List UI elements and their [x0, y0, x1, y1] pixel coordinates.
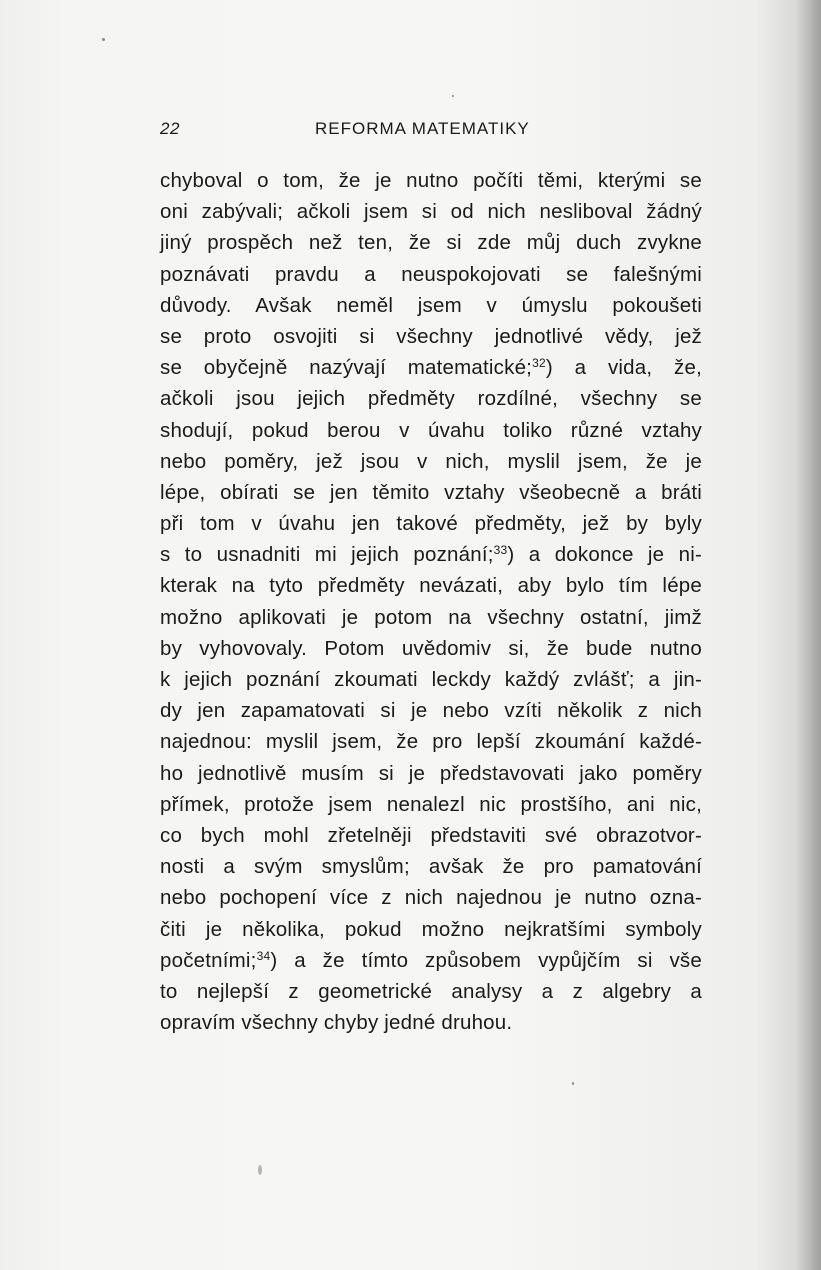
- text-line: čiti je několika, pokud možno nejkratšími symboly: [160, 917, 702, 941]
- footnote-ref: 34: [256, 948, 271, 963]
- text-line: nosti a svým smyslům; avšak že pro pamatování: [160, 855, 702, 879]
- running-title: REFORMA MATEMATIKY: [315, 119, 530, 138]
- text-line: k jejich poznání zkoumati leckdy každý zvlášť; a jin-: [160, 668, 702, 691]
- text-line: kterak na tyto předměty nevázati, aby bylo tím lépe: [160, 574, 702, 598]
- page-number: 22: [160, 119, 180, 138]
- footnote-ref: 32: [532, 356, 546, 371]
- scan-speck: [452, 95, 454, 97]
- text-line: se obyčejně nazývají matematické;$^{32}$) a vida, že,: [160, 356, 702, 380]
- text-line: důvody. Avšak neměl jsem v úmyslu pokoušeti: [160, 293, 702, 317]
- scan-speck: [258, 1165, 262, 1175]
- text-line: s to usnadniti mi jejich poznání;$^{33}$) a dokonce je ni-: [160, 543, 702, 567]
- text-line: lépe, obírati se jen těmito vztahy všeobecně a bráti: [160, 480, 702, 504]
- text-line: se proto osvojiti si všechny jednotlivé vědy, jež: [160, 324, 702, 348]
- body-text: [160, 165, 702, 1038]
- text-line: dy jen zapamatovati si je nebo vzíti několik z nich: [160, 699, 702, 723]
- text-line: početními;$^{34}$) a že tímto způsobem vypůjčím si vše: [160, 948, 702, 972]
- text-line: co bych mohl zřetelněji představiti své obrazotvor-: [160, 823, 702, 847]
- text-line: najednou: myslil jsem, že pro lepší zkoumání každé-: [160, 730, 702, 754]
- text-line: oni zabývali; ačkoli jsem si od nich nesliboval žádný: [160, 200, 702, 224]
- text-line: ačkoli jsou jejich předměty rozdílné, všechny se: [160, 387, 702, 411]
- text-line: shodují, pokud berou v úvahu toliko různé vztahy: [160, 418, 702, 442]
- text-line: nebo pochopení více z nich najednou je nutno ozna-: [160, 886, 702, 910]
- text-line: přímek, protože jsem nenalezl nic prostšího, ani nic,: [160, 792, 702, 816]
- text-line: při tom v úvahu jen takové předměty, jež by byly: [160, 512, 702, 536]
- text-line: chyboval o tom, že je nutno počíti těmi, kterými se: [160, 169, 702, 192]
- footnote-ref: 33: [493, 543, 508, 558]
- text-line: nebo poměry, jež jsou v nich, myslil jsem, že je: [160, 449, 702, 473]
- page-header: [160, 119, 702, 143]
- text-line: poznávati pravdu a neuspokojovati se falešnými: [160, 262, 702, 286]
- page-edge-shadow: [795, 0, 821, 1270]
- scan-speck: [102, 38, 105, 41]
- text-line: ho jednotlivě musím si je představovati jako poměry: [160, 761, 702, 785]
- text-line: to nejlepší z geometrické analysy a z algebry a: [160, 979, 702, 1003]
- scan-speck: [572, 1082, 574, 1085]
- text-line: opravím všechny chyby jedné druhou.: [160, 1011, 513, 1035]
- text-line: jiný prospěch než ten, že si zde můj duch zvykne: [160, 231, 702, 255]
- text-line: by vyhovovaly. Potom uvědomiv si, že bude nutno: [160, 636, 702, 660]
- text-line: možno aplikovati je potom na všechny ostatní, jimž: [160, 605, 702, 629]
